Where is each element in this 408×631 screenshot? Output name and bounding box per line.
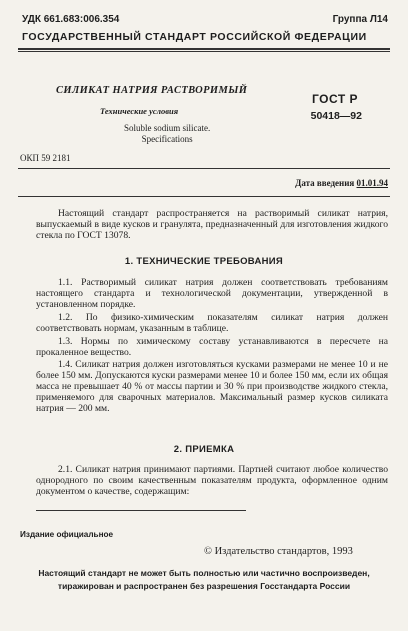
date-label: Дата введения	[295, 178, 355, 188]
copyright-notice: © Издательство стандартов, 1993	[204, 546, 353, 557]
footnote-rule	[36, 510, 246, 511]
gost-label: ГОСТ Р	[311, 92, 358, 106]
english-title-line-2: Specifications	[141, 134, 193, 144]
date-value: 01.01.94	[356, 178, 388, 188]
section-1-heading: 1. ТЕХНИЧЕСКИЕ ТРЕБОВАНИЯ	[124, 256, 284, 267]
reproduction-notice-line-1: Настоящий стандарт не может быть полностью или частично воспроизведен,	[38, 568, 370, 578]
date-introduction	[295, 178, 388, 188]
english-title-line-1: Soluble sodium silicate.	[124, 123, 211, 133]
udk-code: УДК 661.683:006.354	[22, 14, 120, 25]
header-rule-thick	[18, 48, 390, 50]
reproduction-notice-line-2: тиражирован и распространен без разрешения Госстандарта России	[57, 581, 351, 591]
clause-1-3: 1.3. Нормы по химическому составу устанавливаются в пересчете на прокаленное вещество.	[36, 336, 388, 359]
group-code: Группа Л14	[332, 14, 388, 25]
title-rule	[18, 168, 390, 169]
intro-paragraph: Настоящий стандарт распространяется на растворимый силикат натрия, выпускаемый в виде кусков и гранулята, предназначенный для изготовления жидкого стекла по ГОСТ 13078.	[36, 208, 388, 242]
okp-code: ОКП 59 2181	[20, 153, 71, 163]
official-edition-label: Издание официальное	[20, 530, 114, 539]
clause-1-4: 1.4. Силикат натрия должен изготовляться кусками размерами не менее 10 и не более 150 мм. Допускаются куски размерами менее 10 и более 150 мм, если их общая масса не превышает 40 % от массы партии и 30 % при производстве жидкого стекла, применяемого для сварочных материалов. Максимальный размер кусков силиката натрия — 200 мм.	[36, 359, 388, 415]
clause-1-1: 1.1. Растворимый силикат натрия должен соответствовать требованиям настоящего стандарта и технологической документации, утвержденной в установленном порядке.	[36, 277, 388, 311]
clause-2-1: 2.1. Силикат натрия принимают партиями. Партией считают любое количество однородного по своим качественным показателям продукта, оформленное одним документом о качестве, содержащим:	[36, 464, 388, 498]
clause-1-2: 1.2. По физико-химическим показателям силикат натрия должен соответствовать нормам, указанным в таблице.	[36, 312, 388, 335]
date-rule	[18, 196, 390, 197]
section-2-heading: 2. ПРИЕМКА	[173, 444, 235, 455]
standard-title: СИЛИКАТ НАТРИЯ РАСТВОРИМЫЙ	[56, 85, 248, 96]
gosstandart-banner: ГОСУДАРСТВЕННЫЙ СТАНДАРТ РОССИЙСКОЙ ФЕДЕРАЦИИ	[22, 31, 367, 43]
english-title	[124, 123, 210, 145]
header-rule-thin	[18, 51, 390, 52]
tech-conditions-subtitle: Технические условия	[100, 106, 179, 116]
gost-number: 50418—92	[310, 110, 362, 122]
